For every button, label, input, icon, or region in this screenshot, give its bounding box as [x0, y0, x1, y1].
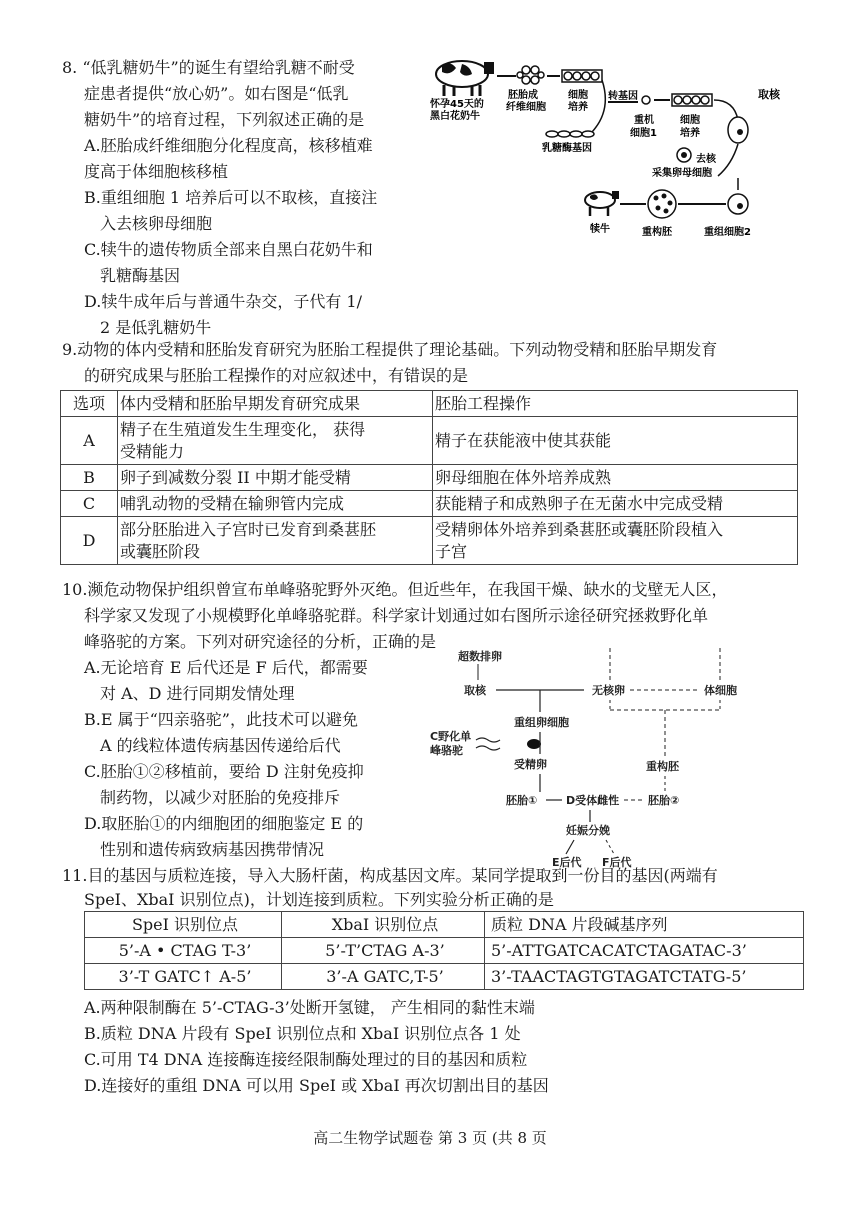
q10-option-a: A.无论培育 E 后代还是 F 后代，都需要 — [84, 658, 368, 677]
q11-table — [84, 911, 804, 990]
table-header-cell: 胚胎工程操作 — [433, 391, 798, 417]
q11-option-a: A.两种限制酶在 5’-CTAG-3’处断开氢键， 产生相同的黏性末端 — [84, 998, 535, 1017]
q10-option-c: C.胚胎①②移植前，要给 D 注射免疫抑 — [84, 762, 364, 781]
table-header-cell: 体内受精和胚胎早期发育研究成果 — [118, 391, 433, 417]
table-cell: D — [61, 517, 118, 565]
table-cell — [433, 465, 798, 491]
q8-fig-recomb1-label-2: 细胞1 — [630, 128, 657, 139]
q8-option-d-cont: 2 是低乳糖奶牛 — [100, 318, 212, 337]
q8-fig-culture-label-2: 培养 — [568, 102, 588, 113]
recombinant-cell-1-icon — [642, 96, 650, 104]
q10-stem-line-2: 科学家又发现了小规模野化单峰骆驼群。科学家计划通过如右图所示途径研究拯救野化单 — [84, 606, 709, 625]
q8-fig-recomb1-label: 重机 — [634, 115, 654, 126]
table-header-cell: 质粒 DNA 片段碱基序列 — [485, 912, 804, 938]
cell-line: 哺乳动物的受精在输卵管内完成 — [120, 493, 345, 513]
table-header-cell: XbaI 识别位点 — [282, 912, 485, 938]
q8-option-b: B.重组细胞 1 培养后可以不取核，直接注 — [84, 188, 378, 207]
q10-fig-superovulation: 超数排卵 — [458, 650, 502, 663]
q10-stem-line-3: 峰骆驼的方案。下列对研究途径的分析，正确的是 — [84, 632, 437, 651]
table-cell — [433, 517, 798, 565]
q8-fig-transgene-label: 转基因 — [608, 91, 638, 102]
q10-fig-somatic-cell: 体细胞 — [704, 684, 737, 697]
q11-stem-line-1: 11.目的基因与质粒连接，导入大肠杆菌，构成基因文库。某同学提取到一份目的基因(两端有 — [62, 866, 718, 885]
q10-fig-fertilized-egg: 受精卵 — [514, 758, 547, 771]
q8-fig-take-nucleus-label: 取核 — [758, 88, 780, 101]
cell-line: 部分胚胎进入子宫时已发育到桑葚胚 — [120, 519, 377, 539]
q10-option-c-cont: 制药物，以减少对胚胎的免疫排斥 — [100, 788, 341, 807]
table-cell — [433, 417, 798, 465]
q8-fig-embryo-label: 重构胚 — [642, 227, 672, 238]
q8-stem-line-3: 糖奶牛”的培育过程，下列叙述正确的是 — [84, 110, 365, 129]
table-cell: 3’-TAACTAGTGTAGATCTATG-5’ — [485, 964, 804, 990]
q8-fig-cow-label: 怀孕45天的 — [430, 99, 484, 110]
table-row — [61, 491, 798, 517]
table-cell: 3’-A GATC,T-5’ — [282, 964, 485, 990]
q8-option-c: C.犊牛的遗传物质全部来自黑白花奶牛和 — [84, 240, 373, 259]
table-cell — [118, 417, 433, 465]
q11-stem-line-2: SpeI、XbaI 识别位点)，计划连接到质粒。下列实验分析正确的是 — [84, 890, 554, 909]
q8-fig-fibro-label: 胚胎成 — [508, 90, 538, 101]
q8-option-c-cont: 乳糖酶基因 — [100, 266, 181, 285]
q11-option-b: B.质粒 DNA 片段有 SpeI 识别位点和 XbaI 识别位点各 1 处 — [84, 1024, 521, 1043]
q9-table — [60, 390, 798, 565]
q9-stem-line-1: 9.动物的体内受精和胚胎发育研究为胚胎工程提供了理论基础。下列动物受精和胚胎早期发育 — [62, 340, 718, 359]
q8-fig-culture-label: 细胞 — [568, 90, 588, 101]
q10-fig-recomb-egg: 重组卵细胞 — [514, 716, 569, 729]
q8-fig-cow-label-2: 黑白花奶牛 — [430, 111, 480, 122]
page-footer: 高二生物学试题卷 第 3 页 (共 8 页 — [313, 1129, 547, 1147]
q8-fig-remove-nucleus-label: 去核 — [696, 154, 716, 165]
q10-fig-recipient: D受体雌性 — [566, 794, 620, 807]
q10-fig-f-offspring: F后代 — [602, 856, 632, 869]
q10-option-a-cont: 对 A、D 进行同期发情处理 — [100, 684, 295, 703]
q10-option-d-cont: 性别和遗传病致病基因携带情况 — [100, 840, 325, 859]
q10-camel-pathway-diagram — [430, 648, 770, 870]
table-cell: B — [61, 465, 118, 491]
table-cell: C — [61, 491, 118, 517]
table-row — [61, 465, 798, 491]
table-cell — [118, 517, 433, 565]
cell-line: 或囊胚阶段 — [120, 541, 201, 561]
q10-fig-take-nucleus: 取核 — [464, 684, 486, 697]
table-cell: A — [61, 417, 118, 465]
q8-option-d: D.犊牛成年后与普通牛杂交，子代有 1/ — [84, 292, 363, 311]
table-cell: 3’-T GATC↑ A-5’ — [85, 964, 282, 990]
q8-fig-fibro-label-2: 纤维细胞 — [506, 102, 546, 113]
table-cell — [433, 491, 798, 517]
table-row — [61, 417, 798, 465]
cell-line: 卵子到减数分裂 II 中期才能受精 — [120, 467, 351, 487]
q10-fig-sperm-c: C野化单 — [430, 730, 472, 743]
q8-cloning-diagram — [422, 50, 802, 245]
calf-icon — [585, 191, 619, 216]
table-row — [85, 938, 804, 964]
q10-fig-embryo1: 胚胎① — [506, 794, 538, 807]
table-cell — [118, 491, 433, 517]
table-header-cell: 选项 — [61, 391, 118, 417]
cell-line: 精子在获能液中使其获能 — [435, 430, 612, 450]
q8-fig-calf-label: 犊牛 — [590, 224, 610, 235]
egg-cell-icon — [527, 739, 541, 749]
q8-fig-gene-label: 乳糖酶基因 — [542, 143, 592, 154]
q8-option-a: A.胚胎成纤维细胞分化程度高，核移植难 — [84, 136, 373, 155]
q10-option-b-cont: A 的线粒体遗传病基因传递给后代 — [100, 736, 341, 755]
table-row — [61, 517, 798, 565]
table-cell: 5’-T’CTAG A-3’ — [282, 938, 485, 964]
fibroblast-cells-icon — [517, 66, 544, 84]
cell-line: 受精卵体外培养到桑葚胚或囊胚阶段植入 — [435, 519, 724, 539]
lactase-gene-icon — [546, 131, 594, 137]
q8-stem-line-2: 症患者提供“放心奶”。如右图是“低乳 — [84, 84, 349, 103]
q10-fig-sperm-c-2: 峰骆驼 — [430, 744, 463, 757]
q8-fig-recomb2-label: 重组细胞2 — [704, 227, 751, 238]
table-cell — [118, 465, 433, 491]
table-row — [85, 964, 804, 990]
cell-line: 子宫 — [435, 541, 468, 561]
q11-option-d: D.连接好的重组 DNA 可以用 SpeI 或 XbaI 再次切割出目的基因 — [84, 1076, 549, 1095]
q8-fig-culture3-label: 细胞 — [680, 115, 700, 126]
holstein-cow-icon — [436, 61, 494, 96]
cell-line: 受精能力 — [120, 441, 185, 461]
q8-stem-line-1: 8. “低乳糖奶牛”的诞生有望给乳糖不耐受 — [62, 58, 355, 77]
q10-fig-embryo2: 胚胎② — [648, 794, 680, 807]
cell-line: 获能精子和成熟卵子在无菌水中完成受精 — [435, 493, 724, 513]
table-cell: 5’-A • CTAG T-3’ — [85, 938, 282, 964]
q10-fig-reconstructed: 重构胚 — [646, 760, 679, 773]
q8-fig-culture3-label-2: 培养 — [680, 128, 700, 139]
q9-stem-line-2: 的研究成果与胚胎工程操作的对应叙述中，有错误的是 — [84, 366, 469, 385]
q8-option-b-cont: 入去核卵母细胞 — [100, 214, 213, 233]
table-header-cell: SpeI 识别位点 — [85, 912, 282, 938]
q11-option-c: C.可用 T4 DNA 连接酶连接经限制酶处理过的目的基因和质粒 — [84, 1050, 528, 1069]
q10-fig-enucleated-egg: 无核卵 — [592, 684, 625, 697]
q8-option-a-cont: 度高于体细胞核移植 — [84, 162, 229, 181]
q10-fig-e-offspring: E后代 — [552, 856, 582, 869]
q8-fig-oocyte-label: 采集卵母细胞 — [652, 168, 712, 179]
q10-fig-pregnancy: 妊娠分娩 — [566, 824, 610, 837]
q10-option-d: D.取胚胎①的内细胞团的细胞鉴定 E 的 — [84, 814, 364, 833]
cell-culture-2-icon — [672, 94, 712, 106]
sperm-icon — [476, 738, 500, 750]
cell-culture-icon — [562, 70, 602, 82]
cell-line: 卵母细胞在体外培养成熟 — [435, 467, 612, 487]
q10-stem-line-1: 10.濒危动物保护组织曾宣布单峰骆驼野外灭绝。但近些年，在我国干燥、缺水的戈壁无人区， — [62, 580, 728, 599]
table-cell: 5’-ATTGATCACATCTAGATAC-3’ — [485, 938, 804, 964]
cell-line: 精子在生殖道发生生理变化， 获得 — [120, 419, 366, 439]
q10-option-b: B.E 属于“四亲骆驼”，此技术可以避免 — [84, 710, 358, 729]
